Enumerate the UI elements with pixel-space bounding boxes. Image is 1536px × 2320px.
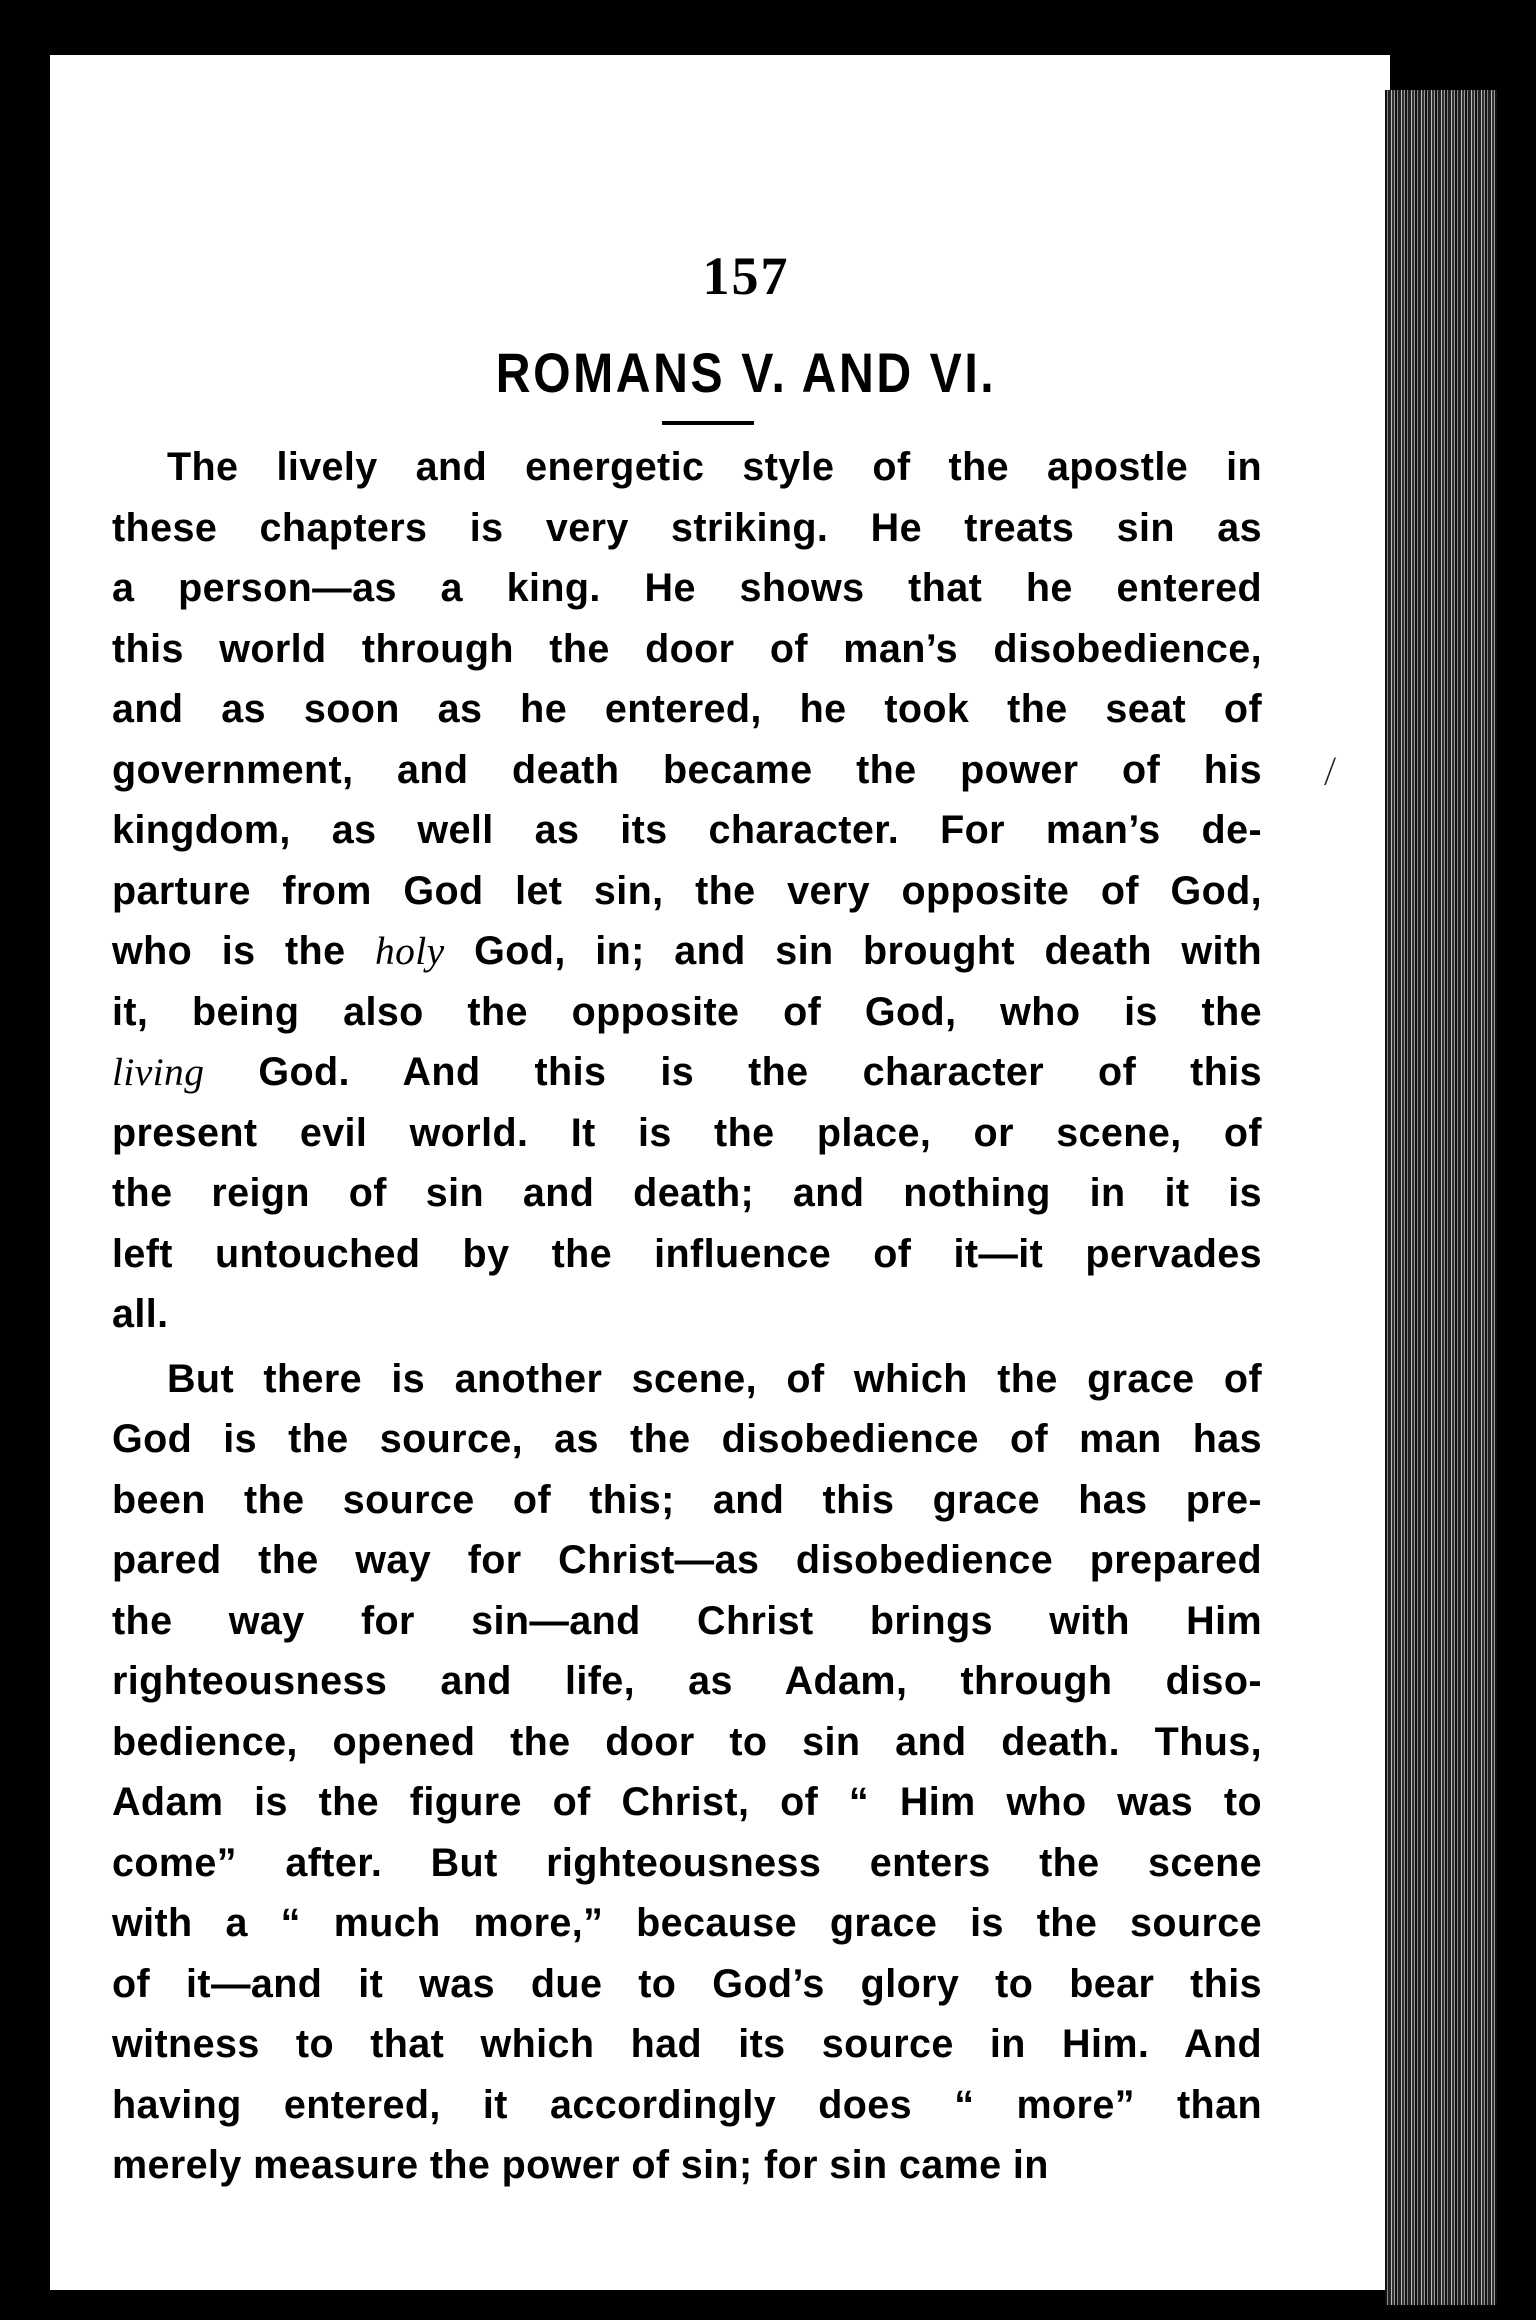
text-line: with a “ much more,” because grace is the source bbox=[112, 1901, 1262, 1945]
text-line: Adam is the figure of Christ, of “ Him who was to bbox=[112, 1780, 1262, 1824]
text-line: of it—and it was due to God’s glory to bear this bbox=[112, 1961, 1262, 2006]
text-line: this world through the door of man’s disobedience, bbox=[112, 626, 1262, 671]
italic-word: holy bbox=[375, 929, 445, 973]
chapter-title: ROMANS V. AND VI. bbox=[495, 341, 997, 404]
text-line: The lively and energetic style of the apostle in bbox=[167, 445, 1262, 489]
text-line: present evil world. It is the place, or scene, of bbox=[112, 1110, 1262, 1155]
text-line: bedience, opened the door to sin and death. Thus, bbox=[112, 1719, 1262, 1764]
text-line: a person—as a king. He shows that he entered bbox=[112, 566, 1262, 610]
page-edge bbox=[1385, 90, 1497, 2305]
text-line: witness to that which had its source in Him. And bbox=[112, 2022, 1262, 2066]
text-line: all. bbox=[112, 1292, 169, 1336]
text-line: come” after. But righteousness enters the scene bbox=[112, 1840, 1262, 1885]
page-number: 157 bbox=[702, 246, 790, 306]
text-line: having entered, it accordingly does “ more” than bbox=[112, 2082, 1262, 2127]
text-line: pared the way for Christ—as disobedience prepared bbox=[112, 1538, 1262, 1582]
body-text bbox=[112, 437, 1262, 2196]
text-line: righteousness and life, as Adam, through diso- bbox=[112, 1659, 1262, 1703]
text-line: God is the source, as the disobedience of man has bbox=[112, 1417, 1262, 1461]
text-line: parture from God let sin, the very opposite of God, bbox=[112, 868, 1262, 913]
text-line: who is the holy God, in; and sin brought death with bbox=[112, 929, 1262, 973]
text-line: kingdom, as well as its character. For man’s de- bbox=[112, 808, 1262, 852]
page-edge-shadow bbox=[1497, 90, 1536, 2320]
text-line: been the source of this; and this grace has pre- bbox=[112, 1477, 1262, 1522]
text-line: left untouched by the influence of it—it pervades bbox=[112, 1231, 1262, 1276]
text-line: the way for sin—and Christ brings with Him bbox=[112, 1598, 1262, 1643]
margin-mark: ⟋ bbox=[1314, 752, 1347, 793]
text-line: and as soon as he entered, he took the seat of bbox=[112, 687, 1262, 731]
paragraph bbox=[112, 437, 1262, 1345]
text-line: these chapters is very striking. He treats sin as bbox=[112, 505, 1262, 550]
paragraph bbox=[112, 1349, 1262, 2196]
text-line: it, being also the opposite of God, who is the bbox=[112, 989, 1262, 1034]
text-line: merely measure the power of sin; for sin came in bbox=[112, 2143, 1049, 2187]
text-line: living God. And this is the character of this bbox=[112, 1050, 1262, 1094]
text-line: But there is another scene, of which the grace of bbox=[167, 1356, 1262, 1401]
text-line: government, and death became the power of his bbox=[112, 747, 1262, 792]
book-page bbox=[50, 55, 1390, 2290]
italic-word: living bbox=[112, 1050, 205, 1094]
title-divider bbox=[662, 421, 754, 425]
text-line: the reign of sin and death; and nothing in it is bbox=[112, 1171, 1262, 1215]
